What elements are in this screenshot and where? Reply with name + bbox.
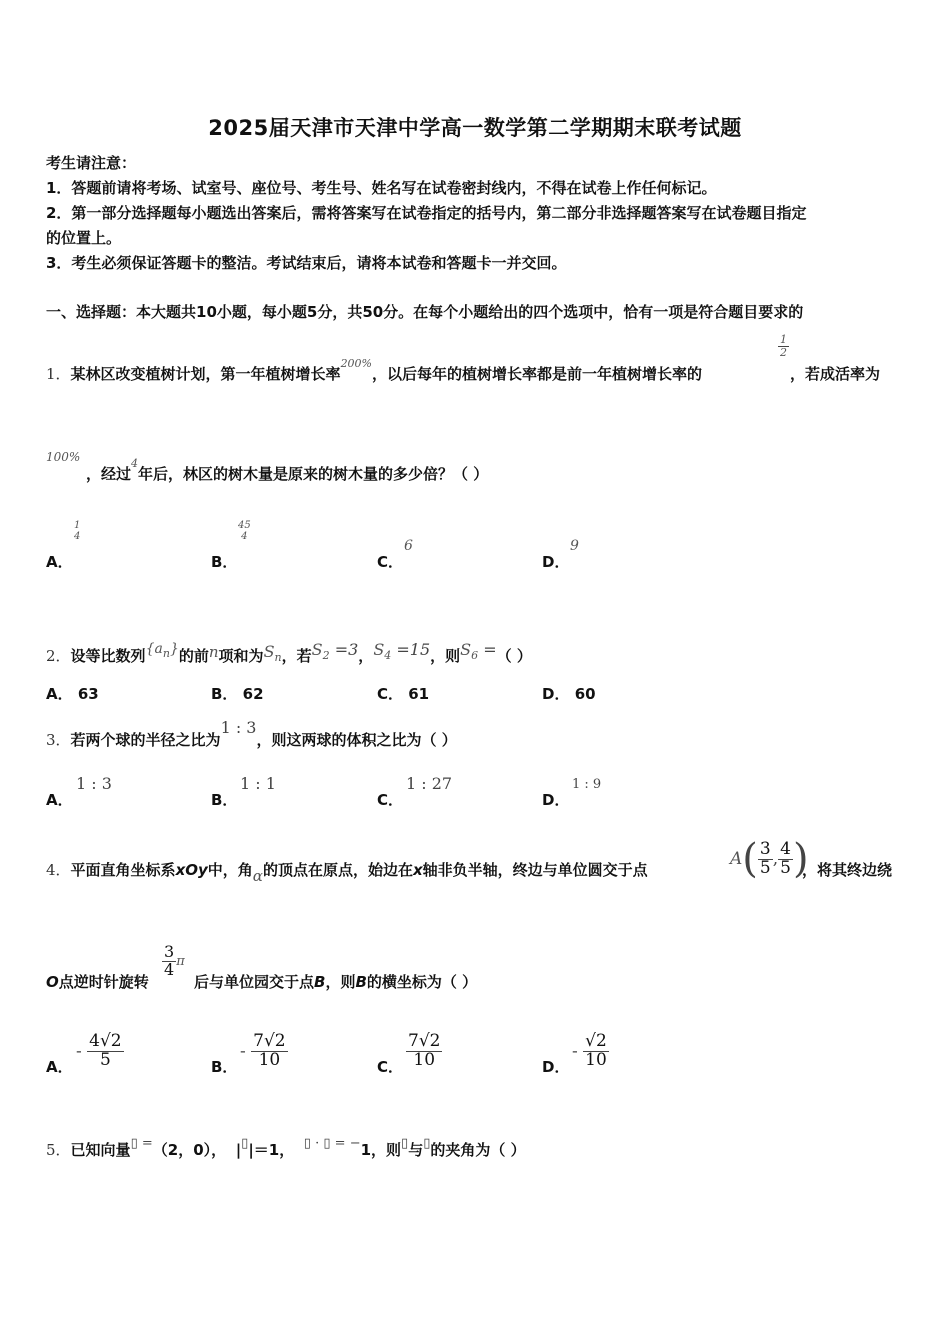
q1-option-c-value: 6 [404,538,413,554]
question-4-line-1: 4．平面直角坐标系xOy中，角α的顶点在原点，始边在x轴非负半轴，终边与单位圆交于点 [46,861,648,885]
question-4-line-2: O点逆时针旋转 [46,973,149,991]
question-text: 项和为 [218,647,264,665]
q4-option-b[interactable]: B． [211,1058,238,1076]
q1-option-a-value: 1 4 [74,520,81,542]
q2-option-d[interactable]: D． 60 [542,685,596,703]
q3-option-b[interactable]: B． [211,791,238,809]
question-number: 5． [46,1141,71,1159]
s2-expression: $S_2 =3$ [311,640,359,663]
vector-b-icon: ▯ [423,1136,431,1151]
question-3 [46,718,457,752]
question-2: 2．设等比数列$\{a_n\}$的前n项和为$S_n$，若$S_2 =3$，$S_4 =15$，则$S_6$ =（ ） [46,640,532,665]
question-1-line-1 [46,357,703,388]
vector-a-icon: ▯ [401,1136,409,1151]
rotation-angle: $\frac{3}{4}$ π [164,942,185,979]
q4-option-d-value: - $\frac{√2}{10}$ [572,1031,607,1070]
q4-option-c-value: $\frac{7√2}{10}$ [408,1031,441,1070]
q1-option-d-value: 9 [570,538,579,554]
q4-option-c[interactable]: C． [377,1058,404,1076]
q3-option-a[interactable]: A． [46,791,73,809]
alpha-symbol: α [252,867,263,885]
question-text: ，若成活率为 [790,365,881,383]
s6-expression: $S_6$ = [460,640,497,663]
q4-option-b-value: - $\frac{7√2}{10}$ [240,1031,286,1070]
question-number: 1． [46,365,71,383]
sum-symbol: $S_n$ [263,642,282,665]
q1-option-b[interactable]: B． [211,553,238,571]
question-number: 2． [46,647,71,665]
vector-b-icon: ▯ [241,1136,249,1151]
q1-option-b-value: 45 4 [238,520,251,542]
notice-item-2-cont: 的位置上。 [46,229,122,247]
fraction-denominator: 2 [780,345,787,359]
question-text: ，则 [430,647,461,665]
question-number: 3． [46,731,71,749]
question-4-line-2b: 后与单位园交于点B，则B的横坐标为（ ） [194,973,478,991]
q3-option-d[interactable]: D． [542,791,570,809]
growth-rate: 200% [340,357,373,370]
question-text: 设等比数列 [70,647,146,665]
notice-item-3: 3．考生必须保证答题卡的整洁。考试结束后，请将本试卷和答题卡一并交回。 [46,254,567,272]
q3-option-c[interactable]: C． [377,791,404,809]
q4-option-d[interactable]: D． [542,1058,570,1076]
question-text: ，若 [281,647,312,665]
q3-option-c-value: 1 : 27 [406,774,453,793]
question-text: （ ） [496,647,532,665]
page-title: 2025届天津市天津中学高一数学第二学期期末联考试题 [208,116,742,140]
question-text: 若两个球的半径之比为 [70,731,221,749]
question-text: 的前 [178,647,209,665]
question-text: 年后，林区的树木量是原来的树木量的多少倍？（ ） [138,465,489,483]
vector-dot-product: ▯ · ▯ = − [303,1136,361,1151]
radius-ratio: 1 : 3 [220,718,257,737]
point-a-coordinates: A( $\frac{3}{5}$ , $\frac{4}{5}$ ) [730,836,809,882]
question-5: 5．已知向量▯ =（2，0）， |▯|＝1， ▯ · ▯ = −1，则▯与▯的夹角为（ ） [46,1136,526,1159]
q1-option-d[interactable]: D． [542,553,570,571]
q3-option-d-value: 1 : 9 [572,777,602,792]
section-heading: 一、选择题：本大题共10小题，每小题5分，共50分。在每个小题给出的四个选项中，恰有一项是符合题目要求的 [46,303,804,321]
question-1-line-2 [86,457,489,488]
question-text: ，将其终边绕 [802,861,893,879]
q4-option-a[interactable]: A． [46,1058,73,1076]
question-text: 某林区改变植树计划，第一年植树增长率 [70,365,341,383]
survival-rate: 100% [46,450,81,464]
fraction-numerator: 1 [780,333,787,346]
q3-option-b-value: 1 : 1 [240,774,276,793]
q1-option-a[interactable]: A． [46,553,73,571]
q2-option-b[interactable]: B． 62 [211,685,264,703]
notice-item-2: 2．第一部分选择题每小题选出答案后，需将答案写在试卷指定的括号内，第二部分非选择题答案写在试卷题目指定 [46,204,807,222]
vector-a-icon: ▯ = [130,1136,153,1151]
fraction-half [778,334,789,358]
question-number: 4． [46,861,71,879]
years-value: 4 [131,457,139,470]
question-text: ，以后每年的植树增长率都是前一年植树增长率的 [372,365,703,383]
q1-option-c[interactable]: C． [377,553,404,571]
notice-heading: 考生请注意： [46,154,137,172]
sequence-symbol: $\{a_n\}$ [145,641,179,660]
q2-option-c[interactable]: C． 61 [377,685,430,703]
q3-option-a-value: 1 : 3 [76,774,112,793]
n-symbol: n [208,643,219,661]
question-text: ，经过 [86,465,132,483]
s4-expression: $S_4 =15$ [373,640,431,663]
q2-option-a[interactable]: A． 63 [46,685,99,703]
notice-item-1: 1．答题前请将考场、试室号、座位号、考生号、姓名写在试卷密封线内，不得在试卷上作任何标记。 [46,179,717,197]
q4-option-a-value: - $\frac{4√2}{5}$ [76,1031,122,1070]
question-text: ，则这两球的体积之比为（ ） [256,731,457,749]
